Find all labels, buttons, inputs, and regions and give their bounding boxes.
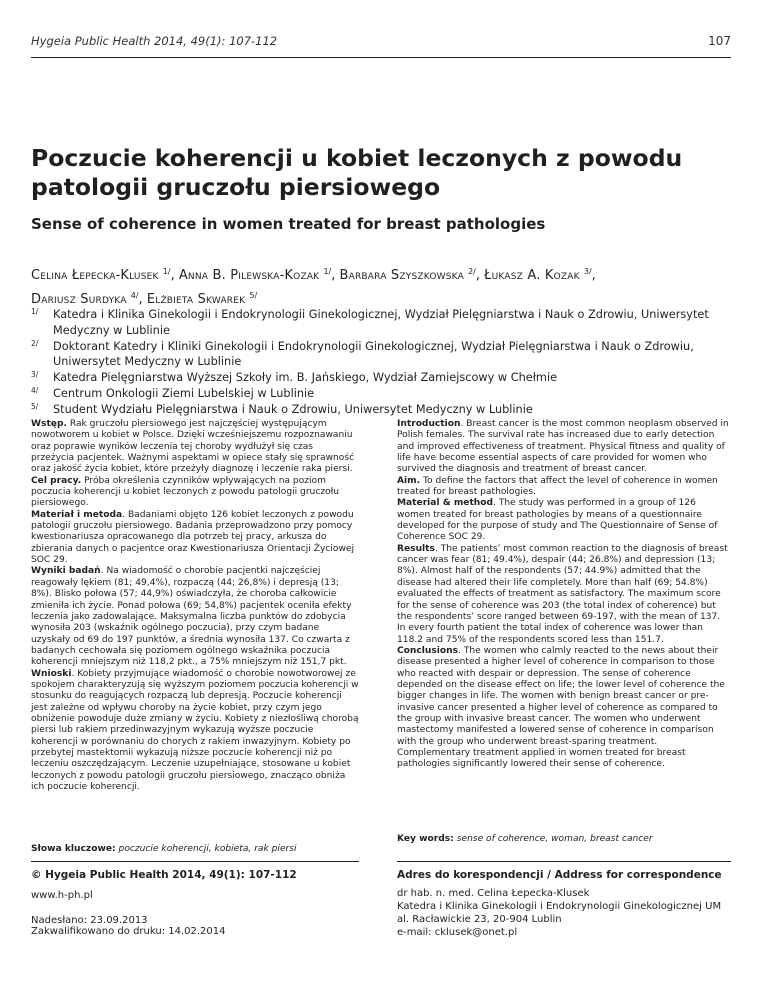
abstract-paragraph: Cel pracy. Próba określenia czynników wpływających na poziom poczucia koherencji u kobiet leczonych z powodu patologii gruczołu piersiowego. [31,475,340,509]
correspondence-heading: Adres do korespondencji / Address for correspondence [397,869,722,881]
abstract-paragraph: Aim. To define the factors that affect the level of coherence in women treated for breast pathologies. [397,475,718,498]
address-line: dr hab. n. med. Celina Łepecka-Klusek [397,888,590,899]
author: Celina Łepecka-Klusek $^{1/}$, [31,267,179,283]
author: Dariusz Surdyka $^{4/}$, [31,291,147,307]
correspondence-address [397,869,737,939]
running-header [31,34,731,54]
address-line: al. Racławickie 23, 20-904 Lublin [397,914,562,925]
accepted-date: Zakwalifikowano do druku: 14.02.2014 [31,926,226,937]
affiliation: 1/ Katedra i Klinika Ginekologii i Endokrynologii Ginekologicznej, Wydział Pielęgniarstwa i Nauk o Zdrowiu, Uniwersytet Medyczny w Lublinie [31,307,709,337]
abstract-polish [31,419,359,793]
abstract-paragraph: Wnioski. Kobiety przyjmujące wiadomość o chorobie nowotworowej ze spokojem charakteryzują się wyższym poziomem poczucia koherencji w stosunku do reagujących rozpaczą lub depresją. Poczucie koherencji jest zależne od wpływu choroby na życie kobiet, przy czym jego obniżenie powoduje duże zmiany w życiu. Kobiety z niezłośliwą chorobą piersi lub rakiem przedinwazyjnym wykazują wyższe poczucie koherencji w porównaniu do chorych z rakiem inwazyjnym. Kobiety po przebytej mastektomii wykazują niższe poczucie koherencji niż po leczeniu oszczędzającym. Leczenie uzupełniające, stosowane u kobiet leczonych z powodu patologii gruczołu piersiowego, znacząco obniża ich poczucie koherencji. [31,668,359,792]
abstract-english [397,419,731,771]
author: Barbara Szyszkowska $^{2/}$, [339,267,485,283]
footer-citation: © Hygeia Public Health 2014, 49(1): 107-112 [31,869,297,881]
keywords-english: Key words: sense of coherence, woman, breast cancer [397,834,653,844]
submitted-date: Nadesłano: 23.09.2013 [31,915,148,926]
email-address[interactable]: e-mail: cklusek@onet.pl [397,927,518,938]
abstract-paragraph: Wyniki badań. Na wiadomość o chorobie pacjentki najczęściej reagowały lękiem (81; 49,4%), rozpaczą (44; 26,8%) i depresją (13; 8%). Blisko połowa (57; 44,9%) oświadczyła, że choroba całkowicie zmieniła ich życie. Ponad połowa (69; 54,8%) pacjentek oceniła efekty leczenia jako zadowalające. Maksymalna liczba punktów do zdobycia wynosiła 203 (wskaźnik ogólnego poczucia), przy czym badane uzyskały od 69 do 197 punktów, a średnia wynosiła 137. Co czwarta z badanych cechowała się poziomem ogólnego wskaźnika poczucia koherencji mniejszym niż 118,2 pkt., a 75% mniejszym niż 151,7 pkt. [31,566,352,668]
affiliation-list [31,307,731,418]
article-title-en: Sense of coherence in women treated for breast pathologies [31,215,546,233]
abstract-paragraph: Material & method. The study was performed in a group of 126 women treated for breast pathologies by means of a questionnaire developed for the purpose of study and The Questionnaire of Sense of Coherence SOC 29. [397,498,718,543]
author: Elżbieta Skwarek $^{5/}$ [146,291,258,307]
abstract-paragraph: Conclusions. The women who calmly reacted to the news about their disease presented a higher level of coherence in comparison to those who reacted with despair or depression. The sense of coherence depended on the disease effect on life; the lower level of coherence the bigger changes in life. The women with benign breast cancer or pre-invasive cancer presented a higher level of coherence as compared to the group with invasive breast cancer. The women who underwent mastectomy manifested a lowered sense of coherence in comparison with the group who underwent breast-sparing treatment. Complementary treatment applied in women treated for breast pathologies significantly lowered their sense of coherence. [397,645,725,770]
article-title-pl: Poczucie koherencji u kobiet leczonych z powodu patologii gruczołu piersiowego [31,144,683,201]
affiliation: 5/ Student Wydziału Pielęgniarstwa i Nauk o Zdrowiu, Uniwersytet Medyczny w Lublinie [31,401,533,416]
header-rule [31,57,731,58]
author: Anna B. Pilewska-Kozak $^{1/}$, [178,267,340,283]
address-line: Katedra i Klinika Ginekologii i Endokrynologii Ginekologicznej UM [397,901,722,912]
page-number: 107 [708,34,731,48]
affiliation: 2/ Doktorant Katedry i Kliniki Ginekologii i Endokrynologii Ginekologicznej, Wydział Pielęgniarstwa i Nauk o Zdrowiu, Uniwersytet Medyczny w Lublinie [31,338,694,369]
footer-rule-right [397,861,731,862]
abstract-paragraph: Wstęp. Rak gruczołu piersiowego jest najczęściej występującym nowotworem u kobiet w Polsce. Dzięki wcześniejszemu rozpoznawaniu oraz poprawie wyników leczenia tej choroby wydłużył się czas przeżycia pacjentek. Ważnymi aspektami w opiece stały się sprawność oraz jakość życia kobiet, które przeżyły diagnozę i leczenie raka piersi. [31,419,355,475]
abstract-paragraph: Introduction. Breast cancer is the most common neoplasm observed in Polish females. The survival rate has increased due to early detection and improved effectiveness of treatment. Physical fitness and quality of life have become essential aspects of care provided for women who survived the diagnosis and treatment of breast cancer. [397,419,729,475]
affiliation: 4/ Centrum Onkologii Ziemi Lubelskiej w Lublinie [31,385,315,400]
publication-info [31,869,361,937]
affiliation: 3/ Katedra Pielęgniarstwa Wyższej Szkoły im. B. Jańskiego, Wydział Zamiejscowy w Chełmie [31,370,558,385]
footer-rule-left [31,861,359,862]
abstract-paragraph: Materiał i metoda. Badaniami objęto 126 kobiet leczonych z powodu patologii gruczołu piersiowego. Badania przeprowadzono przy pomocy kwestionariusza opracowanego dla potrzeb tej pracy, arkusza do zbierania danych o pacjentce oraz Kwestionariusza Orientacji Życiowej SOC 29. [31,509,355,566]
journal-url[interactable]: www.h-ph.pl [31,890,93,901]
journal-citation: Hygeia Public Health 2014, 49(1): 107-112 [31,34,278,48]
abstract-paragraph: Results. The patients’ most common reaction to the diagnosis of breast cancer was fear (81; 49.4%), despair (44; 26.8%) and depression (13; 8%). Almost half of the respondents (57; 44.9%) admitted that the disease had altered their life completely. More than half (69; 54.8%) evaluated the effects of treatment as satisfactory. The maximum score for the sense of coherence was 203 (the total index of coherence) but the respondents’ score ranged between 69-197, with the mean of 137. In every fourth patient the total index of coherence was lower than 118.2 and 75% of the respondents scored less than 151.7. [397,543,728,645]
author: Łukasz A. Kozak $^{3/}$, [484,267,596,283]
author-list [31,262,751,310]
keywords-polish: Słowa kluczowe: poczucie koherencji, kobieta, rak piersi [31,844,297,854]
